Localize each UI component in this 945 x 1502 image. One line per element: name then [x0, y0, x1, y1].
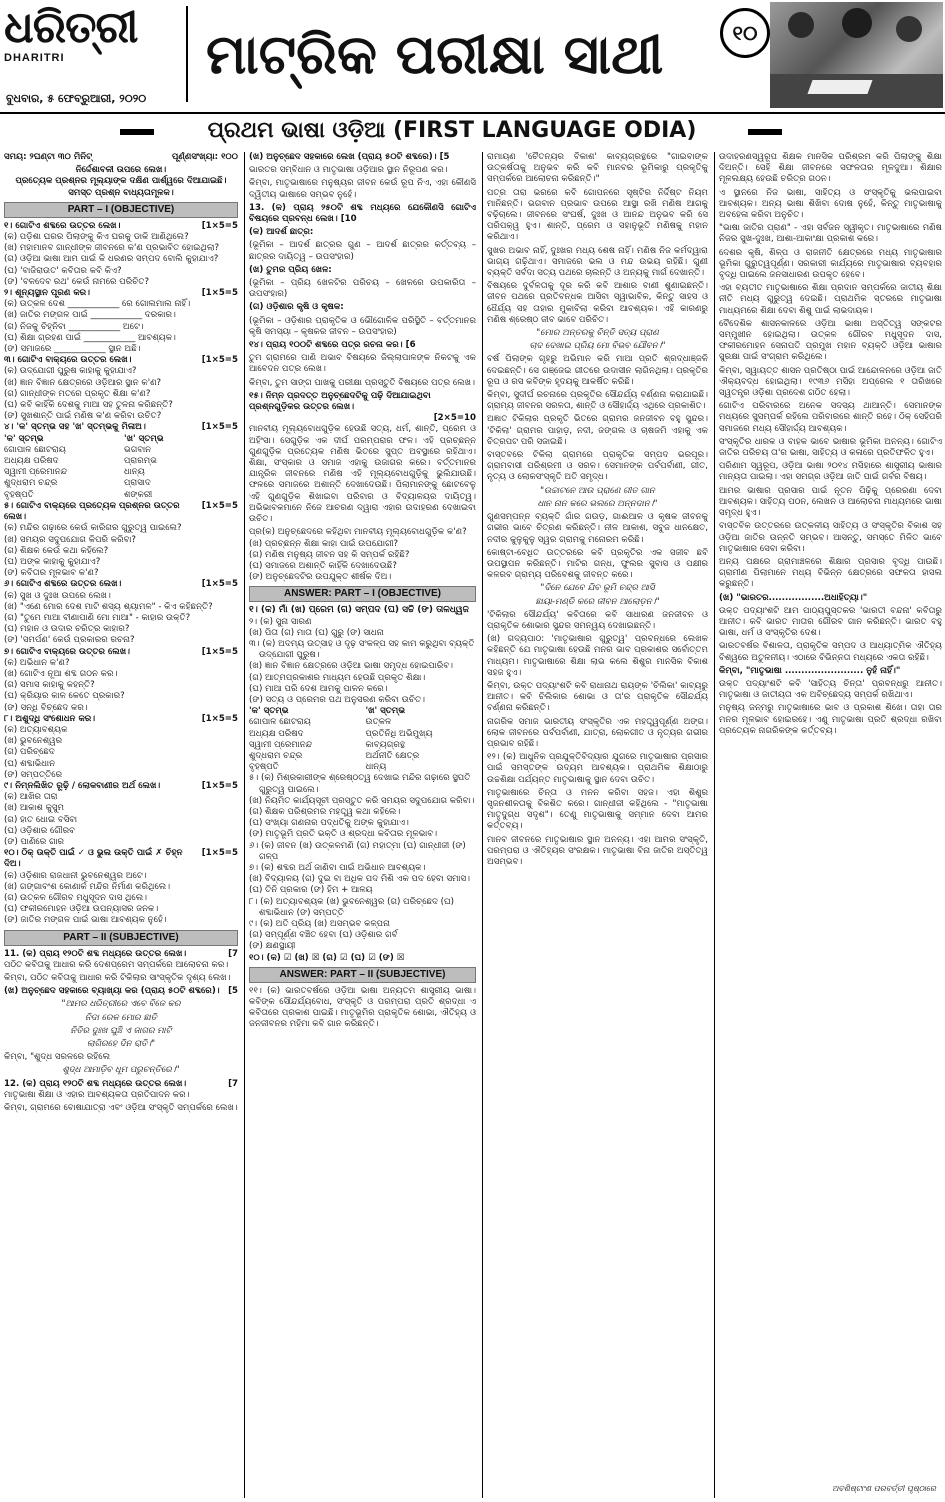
- question-text: ୪। 'କ' ସ୍ତମ୍ଭ ସହ 'ଖ' ସ୍ତମ୍ଭକୁ ମିଳାଅ।: [4, 422, 146, 433]
- question-item: (ଘ) ଶବ୍ଦାଭିଧାନ: [4, 758, 55, 769]
- answer-paragraph: ସୁଖର ଅଭାବ ନାହିଁ, ଦୁଃଖର ମଧ୍ୟ ଶେଷ ନାହିଁ। ମଣିଷ ନିଜ କର୍ମଦ୍ୱାରା ଭାଗ୍ୟ ଗଢ଼ିଥାଏ। ସମାଜରେ ଭଲ ଓ ମନ୍ଦ ଉଭୟ ରହିଛି। ଗୁଣୀ ବ୍ୟକ୍ତି ସର୍ବଦା ସତ୍ୟ ପଥରେ ଚାଲନ୍ତି ଓ ଅନ୍ୟକୁ ମାର୍ଗ ଦେଖାନ୍ତି।: [487, 245, 708, 279]
- answer-row: ୨। (କ) ସୁନା ସାରଣ: [249, 616, 312, 627]
- instruction: ସମସ୍ତ ପ୍ରଶ୍ନ ବାଧ୍ୟତାମୂଳକ।: [68, 187, 174, 198]
- question-text: ୭। ଗୋଟିଏ ବାକ୍ୟରେ ଉତ୍ତର ଲେଖ।: [4, 646, 131, 657]
- answer-paragraph: ୧୨। (କ) ଆଧୁନିକ ପ୍ରଯୁକ୍ତିବିଦ୍ୟାର ଯୁଗରେ ମାତୃଭାଷାର ପ୍ରସାର ପାଇଁ ସମସ୍ତଙ୍କ ଉଦ୍ୟମ ଆବଶ୍ୟକ। ପ୍ରାଥମିକ ଶିକ୍ଷାଠାରୁ ଉଚ୍ଚଶିକ୍ଷା ପର୍ଯ୍ୟନ୍ତ ମାତୃଭାଷାକୁ ସ୍ଥାନ ଦେବା ଉଚିତ।: [487, 752, 708, 785]
- answer-paragraph: "ଭାଷା ଜାତିର ପ୍ରାଣ" - ଏହା ସର୍ବଜନ ସ୍ୱୀକୃତ। ମାତୃଭାଷାରେ ମଣିଷ ନିଜର ସୁଖ-ଦୁଃଖ, ଆଶା-ଆକାଂକ୍ଷା ପ୍ରକାଶ କରେ।: [719, 223, 942, 245]
- question-item: (ଙ) 'ସମର୍ପଣ' କେଉଁ ପ୍ରକାରର ରଚନା?: [4, 635, 135, 646]
- question-item: (ଖ) ମହାମାନବ ଗାନ୍ଧୀଙ୍କ ଜୀବନରେ କ'ଣ ପ୍ରଭାବିତ ହୋଇଥିଲା?: [4, 243, 220, 254]
- column-b-head: 'ଖ' ସ୍ତମ୍ଭ: [365, 706, 406, 717]
- question-item: (ଘ) କବି କାହିଁକି ଦେଶକୁ ମାଆ ସହ ତୁଳନା କରିଛନ୍ତି?: [4, 400, 173, 411]
- answer-paragraph: ୧୧। (କ) ଭାରତବର୍ଷରେ ଓଡ଼ିଆ ଭାଷା ଅନ୍ୟତମ ଶାସ୍ତ୍ରୀୟ ଭାଷା। କବିଙ୍କ ସୌନ୍ଦର୍ଯ୍ୟବୋଧ, ସଂସ୍କୃତି ଓ ପରମ୍ପରା ପ୍ରତି ଶ୍ରଦ୍ଧା ଏ କବିତାରେ ପ୍ରକାଶ ପାଇଛି। ମାତୃଭୂମିର ପ୍ରାକୃତିକ ଶୋଭା, ଐତିହ୍ୟ ଓ ଜନଜୀବନର ମହିମା କବି ଗାନ କରିଛନ୍ତି।: [249, 985, 476, 1030]
- answer-paragraph: କିମ୍ବା, ଉକ୍ତ ପଦ୍ୟାଂଶଟି କବି ରାଧାନାଥ ରାୟଙ୍କ 'ଚିଲିକା' କାବ୍ୟରୁ ଆନୀତ। କବି ଚିଲିକାର ଶୋଭା ଓ ତା'ର ପ୍ରାକୃତିକ ସୌନ୍ଦର୍ଯ୍ୟ ବର୍ଣ୍ଣନା କରିଛନ୍ତି।: [487, 680, 708, 714]
- match-a: ଶୁଦ୍ଧରାମ ଚନ୍ଦ୍ର: [249, 750, 303, 761]
- answer-paragraph: ଆମର ଭାଷାର ପ୍ରସାର ପାଇଁ ନୂତନ ପିଢ଼ିକୁ ପ୍ରେରଣା ଦେବା ଆବଶ୍ୟକ। ସାହିତ୍ୟ ପଠନ, ଲେଖନ ଓ ଆଲୋଚନା ମାଧ୍ୟମରେ ଭାଷା ସମୃଦ୍ଧ ହୁଏ।: [719, 485, 942, 519]
- question-item: (ଙ) ସମ୍ପତ୍ତିରେ: [4, 769, 63, 780]
- question-marks: [1×5=5: [201, 500, 238, 511]
- match-a: ବୃହଷ୍ପତି: [4, 489, 34, 500]
- question-marks: [1×5=5: [201, 220, 238, 231]
- question-item: (ଗ) "ତୁମେ ମାଆ ବୀଣାପାଣି ମୋ ମାଆ" - କାହାର ଉକ୍ତି?: [4, 612, 191, 623]
- essay-outline: (ଭୂମିକା – ଆଦର୍ଶ ଛାତ୍ରର ଗୁଣ – ଆଦର୍ଶ ଛାତ୍ରର କର୍ତ୍ତବ୍ୟ – ଛାତ୍ରର ଦାୟିତ୍ୱ – ଉପସଂହାର): [249, 240, 476, 262]
- answer-row: (ଘ) ମାଆ ପରି ଦେଶ ଆମକୁ ପାଳନ କରେ।: [249, 683, 388, 694]
- column-1: [4, 152, 238, 1498]
- question-text: ୨। ଶୂନ୍ୟସ୍ଥାନ ପୂରଣ କର।: [4, 288, 91, 299]
- question-item: (ଗ) ପରିଚ୍ଛେଦ: [4, 747, 55, 758]
- question-item: (ଖ) "ଏଣେ ମୋର ଦେଶ ମାଟି ଶସ୍ୟ ଶ୍ୟାମଳ" - କିଏ କହିଛନ୍ତି?: [4, 601, 213, 612]
- question-item: ପ୍ର(କ) ଅନୁଚ୍ଛେଦରେ କହିଥିବା ମାନବୀୟ ମୂଲ୍ୟବୋଧଗୁଡ଼ିକ କ'ଣ?: [249, 527, 467, 538]
- answer-paragraph: ଅନ୍ୟ ପକ୍ଷରେ ଗ୍ରାମାଞ୍ଚଳରେ ଶିକ୍ଷାର ପ୍ରସାର ବୃଦ୍ଧି ପାଉଛି। ଗ୍ରାମୀଣ ପିଲାମାନେ ମଧ୍ୟ ବିଭିନ୍ନ କ୍ଷେତ୍ରରେ ସଫଳତା ହାସଲ କରୁଛନ୍ତି।: [719, 556, 942, 590]
- logo-text: ଧରିତ୍ରୀ: [4, 2, 138, 53]
- match-a: ଅଧ୍ୟକ୍ଷ ପରିଷଦ: [249, 728, 304, 739]
- question-text: ୩। ଗୋଟିଏ ବାକ୍ୟରେ ଉତ୍ତର ଲେଖ।: [4, 355, 132, 366]
- answer-paragraph: ଉଦାହରଣସ୍ୱରୂପ ଶିକ୍ଷକ ମାନସିକ ପରିଶ୍ରମ କରି ପିଲାଙ୍କୁ ଶିକ୍ଷା ଦିଅନ୍ତି। ସେହି ଶିକ୍ଷା ଜୀବନରେ ସଫଳତାର ମୂଳଦୁଆ। ଶିକ୍ଷାର ମୂଳଲକ୍ଷ୍ୟ ହେଉଛି ଚରିତ୍ର ଗଠନ।: [719, 152, 942, 185]
- question-marks: [1×5=5: [201, 422, 238, 433]
- question-item: (ଘ) 'ବାଜିରାଉତ' କବିତାର କବି କିଏ?: [4, 265, 122, 276]
- poem-line: "ଦିନେ ଯେବେ ଯିବ ଭୂମି ଚନ୍ଦ୍ର ଆସି: [540, 583, 655, 594]
- answer-paragraph: ବାସ୍ତବରେ ଟିକିଲା ଗ୍ରାମରେ ପ୍ରାକୃତିକ ସମ୍ପଦ ଭରପୂର। ଗ୍ରାମବାସୀ ପରିଶ୍ରମୀ ଓ ସରଳ। ସେମାନଙ୍କ ପର୍ବପର୍ବାଣୀ, ଗୀତ, ନୃତ୍ୟ ଓ ଲୋକସଂସ୍କୃତି ଅତି ସମୃଦ୍ଧ।: [487, 450, 708, 483]
- answer-row: ୮। (କ) ଅତ୍ୟାବଶ୍ୟକ (ଖ) ଭୁବନେଶ୍ୱର (ଗ) ପରିଚ୍ଛେଦ (ଘ) ଶବ୍ଦାଭିଧାନ (ଙ) ସମ୍ପତ୍ତି: [249, 896, 454, 918]
- question-header: [4, 848, 238, 870]
- question-alternative: କିମ୍ବା, ଗ୍ରାମରେ ବୋଷାଯାତ୍ରା ଏବଂ ଓଡ଼ିଆ ସଂସ୍କୃତି ସମ୍ପର୍କରେ ଲେଖ।: [4, 1103, 238, 1114]
- question-item: (ଘ) ଓଡ଼ିଶାର ଗୌରବ: [4, 825, 75, 836]
- question-item: (ଖ) ଜାତିର ମଙ୍ଗଳ ପାଇଁ ____________ ଦରକାର।: [4, 310, 176, 321]
- match-b: ଧାନ୍ୟ: [365, 762, 387, 773]
- answer-row: ୧। (କ) ମାଁ (ଖ) ପ୍ରେମ (ଗ) ସମ୍ପଦ (ଘ) ସଚ୍ଚି (ଙ) ତାଳଧ୍ୱଜ: [249, 605, 469, 616]
- column-b-head: 'ଖ' ସ୍ତମ୍ଭ: [124, 433, 164, 444]
- question-text: ୮। ଅଶୁଦ୍ଧି ସଂଶୋଧନ କର।: [4, 713, 96, 724]
- question-header: [4, 221, 238, 232]
- match-row: [4, 467, 238, 478]
- answer-row: ୭। (କ) ଶବ୍ଦର ଅର୍ଥ ଜାଣିବା ପାଇଁ ଅଭିଧାନ ଆବଶ୍ୟକ।: [249, 862, 426, 873]
- poem-line: ନିତିର ଦୁଃଖ ଘୁଞ୍ଚି ଏ ଜାଗର ମାଟି: [70, 1025, 172, 1036]
- question-item: (ଗ) ଓଡ଼ିଆ ଭାଷା ଆମ ପାଇଁ କି ଧରଣର ସମ୍ପଦ ବୋଲି କୁହାଯାଏ?: [4, 254, 219, 265]
- question-text: (ଖ) ଅନୁଚ୍ଛେଦ ସହକାରେ ଲେଖ (ପ୍ରାୟ ୫୦ଟି ଶବ୍ଦରେ)। [5: [249, 152, 450, 162]
- answer-paragraph: ପରିଣାମ ସ୍ୱରୂପ, ଓଡ଼ିଆ ଭାଷା ୨୦୧୪ ମସିହାରେ ଶାସ୍ତ୍ରୀୟ ଭାଷାର ମାନ୍ୟତା ପାଇଲା। ଏହା ସମଗ୍ର ଓଡ଼ିଆ ଜାତି ପାଇଁ ଗର୍ବର ବିଷୟ।: [719, 461, 942, 483]
- answer-row: (ଖ) ନିୟମିତ କାର୍ଯ୍ୟସୂଚୀ ପ୍ରସ୍ତୁତ କରି ସମୟର ସଦୁପଯୋଗ କରିବା।: [249, 795, 475, 806]
- question-text: ଭାରତର ସମ୍ବିଧାନ ଓ ମାତୃଭାଷା ଓଡ଼ିଆର ସ୍ଥାନ ନିରୂପଣ କର।: [249, 165, 448, 176]
- question-marks: [1×5=5: [201, 288, 238, 299]
- match-a: ସ୍ୱାମୀ ପ୍ରେମାନନ୍ଦ: [249, 739, 313, 750]
- answer-row: (ଘ) ସଂଖ୍ୟା ଗଣନାର ପଦ୍ଧତିକୁ ଅଙ୍କ କୁହାଯାଏ।: [249, 818, 409, 829]
- column-4: [714, 152, 942, 1498]
- question-text: 11. (କ) ପ୍ରାୟ ୧୨୦ଟି ଶବ୍ଦ ମଧ୍ୟରେ ଉତ୍ତର ଲେଖ।: [4, 948, 187, 959]
- answer-paragraph: ଏ ସ୍ଥାନରେ ନିଜ ଭାଷା, ସାହିତ୍ୟ ଓ ସଂସ୍କୃତିକୁ ଭଲପାଇବା ଆବଶ୍ୟକ। ଅନ୍ୟ ଭାଷା ଶିଖିବା ଦୋଷ ନୁହେଁ, କିନ୍ତୁ ମାତୃଭାଷାକୁ ଅବହେଳା କରିବା ଅନୁଚିତ।: [719, 187, 942, 221]
- answer-paragraph: ଗୁଣସମ୍ପନ୍ନ ବ୍ୟକ୍ତି ଗାଁର ଗଉଡ଼, ଗାଈଆଳ ଓ କୃଷକ ଜୀବନକୁ ଗଭୀର ଭାବେ ଚିତ୍ରଣ କରିଛନ୍ତି। ନୀଳ ଆକାଶ, ସବୁଜ ଧାନକ୍ଷେତ, ନଦୀର କୁଳୁକୁଳୁ ସ୍ୱର ଗ୍ରାମକୁ ମନୋରମ କରିଛି।: [487, 512, 708, 545]
- answer-row: (ଙ) ସତ୍ୟ ଓ ପ୍ରେମର ପଥ ଅନୁସରଣ କରିବା ଉଚିତ।: [249, 694, 425, 705]
- match-b: ଭଗବାନ: [124, 444, 152, 455]
- question-header: [4, 647, 238, 658]
- answer-row: ୩। (କ) ଅଦମ୍ୟ ଉତ୍ସାହ ଓ ଦୃଢ଼ ସଂକଳ୍ପ ସହ କାମ କରୁଥିବା ବ୍ୟକ୍ତି ଉଦ୍‌ଯୋଗୀ ପୁରୁଷ।: [249, 638, 475, 661]
- logo-subtitle: DHARITRI: [4, 52, 65, 64]
- reading-passage: ମାନବୀୟ ମୂଲ୍ୟବୋଧଗୁଡ଼ିକ ହେଉଛି ସତ୍ୟ, ଧର୍ମ, ଶାନ୍ତି, ପ୍ରେମ ଓ ଅହିଂସା। ସେଗୁଡ଼ିକ ଏକ ଦୀର୍ଘ ପରମ୍ପରାର ଫଳ। ଏହି ପ୍ରଚ୍ଛନ୍ନ ଗୁଣଗୁଡ଼ିକ ପ୍ରତ୍ୟେକ ମଣିଷ ଭିତରେ ସୁପ୍ତ ଅବସ୍ଥାରେ ରହିଥାଏ। ଶିକ୍ଷା, ସଂସ୍କାର ଓ ସମାଜ ଏହାକୁ ଉଜାଗର କରେ। ବର୍ତ୍ତମାନର ଯାନ୍ତ୍ରିକ ଜୀବନରେ ମଣିଷ ଏହି ମୂଲ୍ୟବୋଧଗୁଡ଼ିକୁ ଭୁଲିଯାଉଛି। ଫଳରେ ସମାଜରେ ଅଶାନ୍ତି ଦେଖାଦେଉଛି। ପିଲାମାନଙ୍କୁ ଛୋଟବେଳୁ ଏହି ଗୁଣଗୁଡ଼ିକ ଶିଖାଇବା ପରିବାର ଓ ବିଦ୍ୟାଳୟର ଦାୟିତ୍ୱ। ଅଭିଭାବକମାନେ ନିଜେ ଆଚରଣ ଦ୍ୱାରା ଏହାର ଉଦାହରଣ ଦେଖାଇବା ଉଚିତ।: [249, 424, 476, 525]
- question-text: ୧। ଗୋଟିଏ ଶବ୍ଦରେ ଉତ୍ତର ଲେଖ।: [4, 220, 121, 231]
- exam-time: ସମୟ: ୨ଘଣ୍ଟା ୩୦ ମିନିଟ୍: [4, 152, 93, 162]
- question-header: [249, 413, 476, 424]
- question-text: ପଠିତ କବିତାକୁ ଆଧାର କରି ଦେଶପ୍ରେମ ସମ୍ପର୍କରେ ଆଲୋଚନା କର।: [4, 959, 229, 970]
- student-head-shape: [842, 8, 872, 38]
- question-item: (ଖ) ଭୁବନେଶ୍ୱର: [4, 736, 63, 747]
- question-item: (ଘ) ମହାନ ଓ ଉଦାର ଚରିତ୍ର କାହାର?: [4, 624, 130, 635]
- answer-row: ୫। (କ) ମିଶ୍ରକାରୀଙ୍କ ଶ୍ରେଷ୍ଠତ୍ୱ ଦେଖାଇ ମନ୍ଦିର ଗଢ଼ାରେ ସ୍ଥପତି ଗୁରୁତ୍ୱ ପାଇଲେ।: [249, 773, 471, 795]
- question-alternative: କିମ୍ବା, "ଶୁଦ୍ଧ ସରଳରେ ରହିଲେ: [4, 1052, 111, 1063]
- answer-row: (ଘ) ତିନି ପ୍ରକାର (ଙ) ହିମ + ଆଳୟ: [249, 885, 373, 896]
- question-item: (ଖ) ଗଙ୍ଗାବଂଶ କୋଣାର୍କ ମନ୍ଦିର ନିର୍ମାଣ କରିଥିଲେ।: [4, 881, 171, 892]
- question-marks: [2×5=10: [433, 413, 476, 424]
- question-item: (ଗ) ମଣିଷ ମନୁଷ୍ୟ ଜୀବନ ସହ କି ସମ୍ପର୍କ ରହିଛି?: [249, 549, 410, 560]
- question-text: 12. (କ) ପ୍ରାୟ ୧୨୦ଟି ଶବ୍ଦ ମଧ୍ୟରେ ଉତ୍ତର ଲେଖ।: [4, 1078, 187, 1089]
- page-title: ମାଟ୍ରିକ ପରୀକ୍ଷା ସାଥୀ: [186, 6, 746, 102]
- question-item: (ଖ) ଜ୍ଞାନ ବିଜ୍ଞାନ କ୍ଷେତ୍ରରେ ଓଡ଼ିଆର ସ୍ଥାନ କ'ଣ?: [4, 377, 162, 388]
- question-text: (ଖ) ଅନୁଚ୍ଛେଦ ସହକାରେ ବ୍ୟାଖ୍ୟା କର (ପ୍ରାୟ ୫୦ଟି ଶବ୍ଦରେ)।: [4, 986, 220, 997]
- answer-paragraph: ଉକ୍ତ ପଦ୍ୟାଂଶଟି ଆମ ପାଠ୍ୟପୁସ୍ତକର 'ଭାରତୀ ବନ୍ଦନା' କବିତାରୁ ଆନୀତ। କବି ଭାରତ ମାତାର ଗୌରବ ଗାନ କରିଛନ୍ତି। ଭାରତ ବହୁ ଭାଷା, ଧର୍ମ ଓ ସଂସ୍କୃତିର ଦେଶ।: [719, 605, 942, 639]
- issue-number-badge: ୧୦: [720, 8, 770, 58]
- question-text: ୧୦। ଠିକ୍ ଉକ୍ତି ପାଇଁ ✓ ଓ ଭୁଲ ଉକ୍ତି ପାଇଁ ✗ ଚିହ୍ନ ଦିଅ।: [4, 848, 183, 870]
- answer-row: (ଖ) ବିଦ୍ୟାଳୟ (ଗ) ଦୁଇ ବା ଅଧିକ ପଦ ମିଶି ଏକ ପଦ ହେବା ସମାସ।: [249, 874, 470, 885]
- poem-line: "ଆମର ଧରିତ୍ରୀରେ ଏବେ ବିଜେ କର: [61, 999, 181, 1010]
- question-item: (ଙ) ସମାଜରେ ____________ ସ୍ଥାନ ଅଛି।: [4, 344, 141, 355]
- question-item: (କ) ଅଭିଧାନ କ'ଣ?: [4, 657, 70, 668]
- exam-full-marks: ପୂର୍ଣ୍ଣସଂଖ୍ୟା: ୧୦୦: [171, 152, 238, 162]
- answer-part-2-heading: ANSWER: PART – II (SUBJECTIVE): [249, 967, 476, 983]
- answer-row: ୯। (କ) ଅତି ପ୍ରିୟ (ଖ) ଅସମ୍ଭବ କଳ୍ପନା: [249, 919, 390, 929]
- answer-paragraph: ମାତୃଭାଷାରେ ଚିନ୍ତା ଓ ମନନ କରିବା ସହଜ। ଏହା ଶିଶୁର ସୃଜନଶୀଳତାକୁ ବିକଶିତ କରେ। ଗାନ୍ଧୀଜୀ କହିଥିଲେ - "ମାତୃଭାଷା ମାତୃଦୁଗ୍ଧ ସଦୃଶ"। ତେଣୁ ମାତୃଭାଷାକୁ ସମ୍ମାନ ଦେବା ଆମର କର୍ତ୍ତବ୍ୟ।: [487, 787, 708, 832]
- answer-match-row: [249, 762, 476, 773]
- question-item: (ଖ) ଆକାଶ କୁସୁମ: [4, 803, 65, 814]
- question-alternative: କିମ୍ବା, ପଠିତ କବିତାକୁ ଆଧାର କରି ଟିକିଲାର ସାଂସ୍କୃତିକ ଦୃଶ୍ୟ ଲେଖ।: [4, 973, 231, 984]
- match-a: ଗୋପାଳ ଛୋଟରାୟ: [249, 717, 311, 728]
- column-3: [482, 152, 708, 1498]
- answer-paragraph: ଗୋଟିଏ ପରିବାରରେ ଅନେକ ସଦସ୍ୟ ଥାଆନ୍ତି। ସେମାନଙ୍କ ମଧ୍ୟରେ ସୁସମ୍ପର୍କ ରହିଲେ ପରିବାରରେ ଶାନ୍ତି ରହେ। ଠିକ୍ ସେହିପରି ସମାଜରେ ମଧ୍ୟ ସୌହାର୍ଦ୍ଦ୍ୟ ଆବଶ୍ୟକ।: [719, 401, 942, 434]
- answer-row: (ଗ) ସମ୍ପୂର୍ଣ୍ଣ ବଞ୍ଚିତ ହେବା (ଘ) ଓଡ଼ିଶାର ଗର୍ବ: [249, 930, 398, 941]
- answer-paragraph: ମନୁଷ୍ୟ ଜନ୍ମରୁ ମାତୃଭାଷାରେ ଭାବ ଓ ପ୍ରକାଶ ଶିଖେ। ତାହା ତାର ମନର ମୂଳଭାବ ହୋଇରହେ। ଏଣୁ ମାତୃଭାଷା ପ୍ରତି ଶ୍ରଦ୍ଧା ରଖିବା ପ୍ରତ୍ୟେକ ନାଗରିକଙ୍କ କର୍ତ୍ତବ୍ୟ।: [719, 703, 942, 736]
- question-item: (ଖ) ସମୟର ସଦୁପଯୋଗ କିପରି କରିବା?: [4, 534, 136, 545]
- question-header: [4, 501, 238, 523]
- question-header: [4, 355, 238, 366]
- question-marks: [7: [228, 948, 238, 959]
- question-marks: [5: [228, 986, 238, 997]
- question-item: (ଘ) ଫକୀରମୋହନ ଓଡ଼ିଆ ଉପନ୍ୟାସର ଜନକ।: [4, 904, 159, 915]
- column-a-head: 'କ' ସ୍ତମ୍ଭ: [249, 706, 289, 717]
- question-item: (କ) ଅତ୍ୟାବଶ୍ୟକ: [4, 724, 68, 735]
- subject-banner: [0, 112, 945, 150]
- poem-line: ଚାଦ ଦେଖାଇ ପ୍ରିୟ ମୋ ବିଭବ ଯୌବନ।": [529, 341, 666, 352]
- poem-line: ଛାୟା-ମଣ୍ଡି କରେ ଜୀବନ ଆଲୋଡ଼ନ।": [535, 596, 660, 607]
- question-item: (କ) ଓଡ଼ିଶାର ରାଜଧାନୀ ଭୁବନେଶ୍ୱର ଅଟେ।: [4, 870, 147, 881]
- question-marks: [1×5=5: [201, 780, 238, 791]
- question-item: (କ) ଉଦ୍‌ଯୋଗୀ ପୁରୁଷ କାହାକୁ କୁହାଯାଏ?: [4, 366, 137, 377]
- quoted-stanza: (ଖ) "ଭାରତର.................ଅଧାହିତ୍ୟା।": [719, 592, 868, 603]
- match-b: କାବ୍ୟଗ୍ରନ୍ଥ: [365, 739, 406, 750]
- question-marks: [7: [228, 1078, 238, 1089]
- question-item: (ଗ) ହାତ ଧୋଇ ବସିବା: [4, 814, 78, 825]
- student-head-shape: [896, 16, 922, 42]
- question-item: (କ) ଉତ୍କଳ ଦେଶ ____________ ରେ ଗୋଲମାଲ ନାହିଁ।: [4, 299, 191, 310]
- question-marks: [1×5=5: [201, 848, 238, 859]
- instruction: ପ୍ରତ୍ୟେକ ପ୍ରଶ୍ନର ମୂଲ୍ୟାଙ୍କ ଦକ୍ଷିଣ ପାର୍ଶ୍ୱରେ ଦିଆଯାଇଛି।: [15, 176, 227, 187]
- continued-note: ଅବଶିଷ୍ଟାଂଶ ପରବର୍ତ୍ତୀ ପୃଷ୍ଠାରେ: [832, 1483, 936, 1493]
- match-b: ଧାନ୍ୟ: [124, 467, 145, 478]
- question-item: (ଙ) ଜାତିର ମଙ୍ଗଳ ପାଇଁ ଭାଷା ଆବଶ୍ୟକ ନୁହେଁ।: [4, 915, 167, 926]
- column-2: [244, 152, 476, 1498]
- answer-paragraph: 'ଟିକିଲାର ସୌନ୍ଦର୍ଯ୍ୟ' କବିତାରେ କବି ସାଧାରଣ ଜନଜୀବନ ଓ ପ୍ରାକୃତିକ ଶୋଭାର ସୁନ୍ଦର ସମନ୍ୱୟ ଦେଖାଇଛନ୍ତି।: [487, 609, 708, 631]
- poem-line: "ମୋର ଅନ୍ତରକୁ ଚିନ୍ତି ସତ୍ୟ ପ୍ରାଣ: [536, 328, 659, 339]
- answer-paragraph: ଭାରତବର୍ଷର ବିଶାଳତା, ପ୍ରାକୃତିକ ସମ୍ପଦ ଓ ଆଧ୍ୟାତ୍ମିକ ଐତିହ୍ୟ ବିଶ୍ୱରେ ଅତୁଳନୀୟ। ଏଠାରେ ବିଭିନ୍ନତା ମଧ୍ୟରେ ଏକତା ରହିଛି।: [719, 641, 942, 663]
- question-item: (ଘ) କ୍ରିୟାର କାଳ କେତେ ପ୍ରକାର?: [4, 691, 125, 702]
- question-item: (କ) ଆଖିର ତାରା: [4, 792, 58, 803]
- question-item: (ଘ) ଶିକ୍ଷା ଗ୍ରହଣ ପାଇଁ ____________ ଆବଶ୍ୟକ।: [4, 332, 176, 343]
- essay-topic: (କ) ଆଦର୍ଶ ଛାତ୍ର:: [249, 227, 314, 238]
- answer-paragraph: ଦେଶର କୃଷି, ଶିଳ୍ପ ଓ ରାଜନୀତି କ୍ଷେତ୍ରରେ ମଧ୍ୟ ମାତୃଭାଷାର ଭୂମିକା ଗୁରୁତ୍ୱପୂର୍ଣ୍ଣ। ସରକାରୀ କାର୍ଯ୍ୟରେ ମାତୃଭାଷାର ବ୍ୟବହାର ବୃଦ୍ଧି ପାଇଲେ ଜନସାଧାରଣ ଉପକୃତ ହେବେ।: [719, 247, 942, 281]
- question-text: ମାତୃଭାଷା ଶିକ୍ଷା ଓ ଏହାର ଆବଶ୍ୟକତା ପ୍ରତିପାଦନ କର।: [4, 1089, 190, 1100]
- answer-part-1-heading: ANSWER: PART – I (OBJECTIVE): [249, 586, 476, 602]
- poem-line: ନିଦା ରେଳ ମୋର ଛାତି: [85, 1012, 157, 1023]
- match-a: ସ୍ୱାମୀ ପ୍ରେମାନନ୍ଦ: [4, 467, 68, 478]
- question-item: (ଙ) ସନ୍ଧି ବିଚ୍ଛେଦ କର।: [4, 702, 88, 713]
- question-header: [4, 288, 238, 299]
- question-marks: [1×5=5: [201, 579, 238, 590]
- match-row: [4, 445, 238, 456]
- answer-paragraph: ଏହା ବ୍ୟତୀତ ମାତୃଭାଷାରେ ଶିକ୍ଷା ପ୍ରଦାନ ସମ୍ପର୍କରେ ଜାତୀୟ ଶିକ୍ଷା ନୀତି ମଧ୍ୟ ଗୁରୁତ୍ୱ ଦେଇଛି। ପ୍ରାଥମିକ ସ୍ତରରେ ମାତୃଭାଷା ମାଧ୍ୟମରେ ଶିକ୍ଷା ଦେବା ଶିଶୁ ପାଇଁ ଲାଭଦାୟକ।: [719, 283, 942, 316]
- answer-paragraph: (ଖ) ଗଦ୍ୟପାଠ: 'ମାତୃଭାଷାର ଗୁରୁତ୍ୱ' ପ୍ରବନ୍ଧରେ ଲେଖକ କହିଛନ୍ତି ଯେ ମାତୃଭାଷା ହେଉଛି ମନର ଭାବ ପ୍ରକାଶର ସର୍ବୋତ୍ତମ ମାଧ୍ୟମ। ମାତୃଭାଷାରେ ଶିକ୍ଷା ଲାଭ କଲେ ଶିଶୁର ମାନସିକ ବିକାଶ ସହଜ ହୁଏ।: [487, 634, 708, 678]
- question-text: ତୁମ ଗ୍ରାମରେ ପାଣି ଅଭାବ ବିଷୟରେ ଜିଲ୍ଲାପାଳଙ୍କ ନିକଟକୁ ଏକ ଆବେଦନ ପତ୍ର ଲେଖ।: [249, 353, 476, 375]
- question-text: ୯। ନିମ୍ନଲିଖିତ ରୂଢ଼ି / ଲୋକବାଣୀର ଅର୍ଥ ଲେଖ।: [4, 780, 161, 791]
- match-b: ଶଙ୍କରୀ: [124, 489, 153, 500]
- match-b: ପ୍ରାସାଦ: [124, 478, 151, 489]
- student-head-shape: [788, 12, 814, 38]
- question-header: [4, 949, 238, 960]
- question-header: [4, 781, 238, 792]
- question-item: (ଗ) ଗାନ୍ଧୀଙ୍କ ମତରେ ପ୍ରକୃତ ଶିକ୍ଷା କ'ଣ?: [4, 388, 151, 399]
- answer-row: (ଗ) ଆତ୍ମପ୍ରକାଶର ମାଧ୍ୟମ ହେଉଛି ପ୍ରକୃତ ଶିକ୍ଷା।: [249, 672, 426, 683]
- question-text: ୬। ଗୋଟିଏ ଶବ୍ଦରେ ଉତ୍ତର ଲେଖ।: [4, 579, 122, 590]
- question-item: (ଗ) ନିଜକୁ ଚିହ୍ନିବା ____________ ଅଟେ।: [4, 321, 144, 332]
- question-text: 13. (କ) ପ୍ରାୟ ୨୫୦ଟି ଶବ୍ଦ ମଧ୍ୟରେ ଯେକୌଣସି ଗୋଟିଏ ବିଷୟରେ ପ୍ରବନ୍ଧ ଲେଖ। [10: [249, 202, 476, 225]
- essay-outline: (ଭୂମିକା – ପ୍ରିୟ ଖେଳଟିର ପରିଚୟ – ଖେଳରେ ଉପକାରିତା – ଉପସଂହାର): [249, 278, 476, 300]
- question-item: (ଙ) ସୁଖଶାନ୍ତି ପାଇଁ ମଣିଷ କ'ଣ କରିବା ଉଚିତ?: [4, 411, 162, 422]
- question-header: [4, 986, 238, 997]
- question-text: ୧୪। ପ୍ରାୟ ୧୦୦ଟି ଶବ୍ଦରେ ପତ୍ର ରଚନା କର। [6: [249, 340, 416, 351]
- match-row: [4, 456, 238, 467]
- essay-topic: (ଖ) ତୁମର ପ୍ରିୟ ଖେଳ:: [249, 264, 332, 275]
- question-item: (ଖ) ଗୋଟିଏ ନୂଆ ଶବ୍ଦ ଗଠନ କର।: [4, 668, 118, 679]
- newspaper-logo[interactable]: [4, 4, 174, 86]
- answer-row: (ଙ) ମାତୃଭୂମି ପ୍ରତି ଭକ୍ତି ଓ ଶ୍ରଦ୍ଧା କବିତାର ମୂଳଭାବ।: [249, 829, 438, 840]
- question-header: [4, 714, 238, 725]
- match-a: ବୃହଷ୍ପତି: [249, 762, 279, 773]
- answer-row: ୬। (କ) ଜୀବନ (ଖ) ଉତ୍କଳମଣି (ଗ) ମହାତ୍ମା (ଘ) ଗାନ୍ଧୀଜୀ (ଙ) ଗଳ୍ପ: [249, 840, 466, 862]
- masthead: [0, 0, 945, 114]
- poem-line: ଶୁଦ୍ଧ ଆମାଡ଼ିବ ଧୂମ ପରୁଚନ୍ତିରେ।": [62, 1065, 180, 1076]
- match-a: ଶୁଦ୍ଧରାମ ଚନ୍ଦ୍ର: [4, 478, 58, 489]
- question-alternative: କିମ୍ବା, ମାତୃଭାଷାରେ ମନୁଷ୍ୟର ଜୀବନ କେଉଁ ରୂପ ନିଏ, ଏହା କୌଣସି ଦ୍ୱିତୀୟ ଭାଷାରେ ସମ୍ଭବ ନୁହେଁ।: [249, 178, 476, 200]
- answer-row: ୧୦। (କ) ☑ (ଖ) ☒ (ଗ) ☑ (ଘ) ☑ (ଙ) ☒: [249, 952, 405, 963]
- answer-paragraph: ଅଜ୍ଞାତ ଟିକିଲାର ପ୍ରକୃତି ଭିତରେ ଗ୍ରାମର ଜନଜୀବନ ବହୁ ସୁନ୍ଦର। 'ଟିକିଲା' ଗ୍ରାମର ପାହାଡ଼, ନଦୀ, ଜଙ୍ଗଲ ଓ ଚାଷଜମି ଏହାକୁ ଏକ ଚିତ୍ରପଟ ପରି ସଜାଇଛି।: [487, 414, 708, 447]
- question-alternative: କିମ୍ବା, ତୁମ ସାଙ୍ଗ ପାଖକୁ ପରୀକ୍ଷା ପ୍ରସ୍ତୁତି ବିଷୟରେ ପତ୍ର ଲେଖ।: [249, 377, 475, 388]
- answer-row: (ଖ) ପିତା (ଗ) ମାତା (ଘ) ଗୁରୁ (ଙ) ସାଧନା: [249, 627, 384, 638]
- match-a: ଗୋପାଳ ଛୋଟରାୟ: [4, 444, 66, 455]
- match-table-head: [4, 434, 238, 445]
- question-item: (କ) ପଡ଼ିଶା ଘରର ପିଲାଙ୍କୁ କିଏ ଘରକୁ ଡାକି ଆଣିଥିଲେ?: [4, 232, 189, 243]
- banner-rule-right: [748, 129, 782, 135]
- answer-match-head: [249, 706, 476, 717]
- answer-paragraph: କିମ୍ବା, "ମାତୃଭାଷା ........................ ନୁହଁ ନାହିଁ।": [719, 665, 901, 676]
- question-item: (ଙ) ଅନୁଚ୍ଛେଦଟିର ଉପଯୁକ୍ତ ଶୀର୍ଷକ ଦିଅ।: [249, 572, 392, 583]
- paper-shape: [807, 80, 872, 94]
- answer-paragraph: କିମ୍ବା, ସୁଦୀର୍ଘ ରଚନାରେ ପ୍ରକୃତିର ସୌନ୍ଦର୍ଯ୍ୟ ବର୍ଣ୍ଣନା କରାଯାଇଛି। ଗ୍ରାମ୍ୟ ଜୀବନର ସରଳତା, ଶାନ୍ତି ଓ ସୌହାର୍ଦ୍ଦ୍ୟ ଏଥିରେ ପ୍ରକାଶିତ।: [487, 390, 708, 412]
- question-item: (କ) ମନ୍ଦିର ଗଢ଼ାରେ କେଉଁ କାରିଗର ଗୁରୁତ୍ୱ ପାଇଲେ?: [4, 523, 182, 534]
- banner-rule-left: [120, 129, 154, 135]
- match-b: ପ୍ରାରମ୍ଭ: [124, 456, 157, 467]
- exam-meta: [4, 152, 238, 163]
- question-header: [249, 391, 476, 413]
- question-item: (ଖ) ପ୍ରଚ୍ଛନ୍ନ ଶିକ୍ଷା କାହା ପାଇଁ ଉପଯୋଗୀ?: [249, 538, 399, 549]
- answer-row: (ଗ) ଶିକ୍ଷକ ପରିଶ୍ରମର ମହତ୍ତ୍ୱ କଥା କହିଲେ।: [249, 806, 401, 817]
- answer-paragraph: ବାସ୍ତବିକ ଉତ୍ତରରେ ଉତ୍କଳୀୟ ସାହିତ୍ୟ ଓ ସଂସ୍କୃତିର ବିକାଶ ସହ ଓଡ଼ିଆ ଜାତିର ଉନ୍ନତି ସମ୍ଭବ। ଆସନ୍ତୁ, ସମସ୍ତେ ମିଳିତ ଭାବେ ମାତୃଭାଷାର ସେବା କରିବା।: [719, 521, 942, 554]
- column-a-head: 'କ' ସ୍ତମ୍ଭ: [4, 433, 44, 444]
- question-marks: [1×5=5: [201, 713, 238, 724]
- answer-match-row: [249, 751, 476, 762]
- question-item: (କ) ସୁଖ ଓ ଦୁଃଖ ଉପରେ ଲେଖ।: [4, 590, 111, 601]
- answer-paragraph: ବିଷୟରେ ଦୁର୍ବଳତାକୁ ଦୂର କରି କବି ଆଶାର ବାଣୀ ଶୁଣାଇଛନ୍ତି। ଜୀବନ ପଥରେ ପ୍ରତିବନ୍ଧକ ଆସିବା ସ୍ୱାଭାବିକ, କିନ୍ତୁ ସାହସ ଓ ଧୈର୍ଯ୍ୟ ସହ ତାହାର ମୁକାବିଲା କରିବା ଆବଶ୍ୟକ। ଏହି କାରଣରୁ ମଣିଷ ଶ୍ରେଷ୍ଠ ଜୀବ ଭାବେ ପରିଚିତ।: [487, 281, 708, 325]
- match-a: ଅଧ୍ୟକ୍ଷ ପରିଷଦ: [4, 456, 59, 467]
- answer-match-row: [249, 729, 476, 740]
- question-text: ୧୫। ନିମ୍ନ ପ୍ରଦତ୍ତ ଅନୁଚ୍ଛେଦଟିକୁ ପଢ଼ି ଦିଆଯାଇଥିବା ପ୍ରଶ୍ନଗୁଡ଼ିକର ଉତ୍ତର ଲେଖ।: [249, 390, 431, 413]
- issue-date: ବୁଧବାର, ୫ ଫେବ୍ରୁଆରୀ, ୨୦୨୦: [6, 92, 147, 105]
- essay-outline: (ଭୂମିକା – ଓଡ଼ିଶାର ପ୍ରାକୃତିକ ଓ ଭୌଗୋଳିକ ପରିସ୍ଥିତି – ବର୍ତ୍ତମାନର କୃଷି ସମସ୍ୟା – କୃଷକର ଜୀବନ – ଉପସଂହାର): [249, 315, 476, 337]
- question-item: (ଘ) ସମାଜରେ ଅଶାନ୍ତି କାହିଁକି ଦେଖାଦେଉଛି?: [249, 560, 397, 571]
- answer-paragraph: କୋଷ୍ଟା-ବେଧିତ ଉତ୍ତରରେ କବି ପ୍ରକୃତିର ଏକ ସଜୀବ ଛବି ଉପସ୍ଥାପନ କରିଛନ୍ତି। ମାଟିର ଗନ୍ଧ, ଫୁଲର ସୁବାସ ଓ ପକ୍ଷୀର କଳରବ ଗ୍ରାମ୍ୟ ପରିବେଶକୁ ଜୀବନ୍ତ କରେ।: [487, 547, 708, 581]
- answer-paragraph: ମାନବ ଜୀବନରେ ମାତୃଭାଷାର ସ୍ଥାନ ଅନନ୍ୟ। ଏହା ଆମର ସଂସ୍କୃତି, ପରମ୍ପରା ଓ ଐତିହ୍ୟର ସଂରକ୍ଷକ। ମାତୃଭାଷା ବିନା ଜାତିର ଅସ୍ତିତ୍ୱ ଅସମ୍ଭବ।: [487, 834, 708, 867]
- answer-match-row: [249, 740, 476, 751]
- answer-row: (ଙ) କ୍ଷଣସ୍ଥାୟୀ: [249, 941, 296, 952]
- instruction: ନିର୍ଦ୍ଦେଶାବଳୀ ଉପରେ ଲେଖ।: [75, 165, 167, 176]
- poem-line: ଲାଗିରହେ ଦିନ ରାତି।": [86, 1039, 156, 1050]
- answer-paragraph: ବର୍ଷ ପିଲାଙ୍କ ଗୃହରୁ ଅଭିମାନ କରି ମାଆ ପ୍ରତି ଶ୍ରଦ୍ଧାଞ୍ଜଳି ଦେଇଛନ୍ତି। ସେ ଗଞ୍ଜେଇ ଗୀତରେ ଉଦାସୀନ ଲାଗିନଥିଲା। ପ୍ରକୃତିର ରୂପ ଓ ରସ କବିଙ୍କ ହୃଦୟକୁ ଆକର୍ଷିତ କରିଛି।: [487, 354, 708, 387]
- match-row: [4, 478, 238, 489]
- question-item: (ଗ) ସମାସ କାହାକୁ କହନ୍ତି?: [4, 680, 95, 691]
- students-exam-photo: [770, 2, 943, 108]
- question-item: (ଙ) ପାଣିରେ ଗାର: [4, 836, 65, 847]
- answer-paragraph: ରାମାୟଣ 'ଚୈତନ୍ୟର ବିକାଶ' କାବ୍ୟଗ୍ରନ୍ଥରେ "ଗାଇବାଙ୍କ ଉତ୍କର୍ଷତାକୁ ଅନୁଭବ କରି କବି ମାନବର ଭୂମିକାରୁ ପ୍ରକୃତିକୁ ସମ୍ପର୍କରେ ଆଲୋଚନା କରିଛନ୍ତି।": [487, 152, 708, 185]
- question-item: (ଗ) ଉତ୍କଳ ଗୌରବ ମଧୁସୂଦନ ଦାସ ଥିଲେ।: [4, 893, 148, 903]
- question-header: [4, 1079, 238, 1090]
- poem-line: ଧାନ ନାନ କରେ ଭଲରେ ଅନ୍ନଦାନ।": [537, 498, 658, 509]
- question-marks: [1×5=5: [201, 355, 238, 366]
- essay-topic: (ଗ) ଓଡ଼ିଶାର କୃଷି ଓ କୃଷକ:: [249, 302, 344, 313]
- match-b: ଅର୍ଥନୀତି କ୍ଷେତ୍ର: [365, 750, 420, 761]
- match-b: ପ୍ରତିନିଧି ଅଭିମୁଖ୍ୟ: [365, 728, 433, 739]
- part-1-heading: PART – I (OBJECTIVE): [4, 202, 238, 218]
- question-marks: [1×5=5: [201, 646, 238, 657]
- question-header: [4, 422, 238, 433]
- answer-paragraph: କିମ୍ବା, ସ୍ୱାୟତ୍ତ ଶାସନ ପ୍ରତିଷ୍ଠା ପାଇଁ ଆନ୍ଦୋଳନରେ ଓଡ଼ିଆ ଜାତି ଐକ୍ୟବଦ୍ଧ ହୋଇଥିଲା। ୧୯୩୬ ମସିହା ଅପ୍ରେଲ ୧ ତାରିଖରେ ସ୍ୱତନ୍ତ୍ର ଓଡ଼ିଶା ପ୍ରଦେଶ ଗଠିତ ହେଲା।: [719, 365, 942, 399]
- answer-paragraph: ବୈଦେଶିକ ଶାସନକାଳରେ ଓଡ଼ିଆ ଭାଷା ଅସ୍ତିତ୍ୱ ସଙ୍କଟର ସମ୍ମୁଖୀନ ହୋଇଥିଲା। ଉତ୍କଳ ଗୌରବ ମଧୁସୂଦନ ଦାସ, ଫକୀରମୋହନ ସେନାପତି ପ୍ରମୁଖ ମହାନ ବ୍ୟକ୍ତି ଓଡ଼ିଆ ଭାଷାର ସୁରକ୍ଷା ପାଇଁ ସଂଗ୍ରାମ କରିଥିଲେ।: [719, 318, 942, 363]
- question-item: (ଙ) କବିତାର ମୂଳଭାବ କ'ଣ?: [4, 568, 99, 579]
- match-row: [4, 490, 238, 501]
- match-b: ଉତ୍କଳ: [365, 717, 392, 728]
- answer-paragraph: ଉକ୍ତ ପଦ୍ୟାଂଶଟି କବି 'ସାହିତ୍ୟ ଚିନ୍ତା' ପ୍ରବନ୍ଧରୁ ଆନୀତ। ମାତୃଭାଷା ଓ ଜାତୀୟତା ଏକ ଅବିଚ୍ଛେଦ୍ୟ ସମ୍ପର୍କ ରଖିଥାଏ।: [719, 678, 942, 701]
- answer-paragraph: ନାଗରିକ ସମାଜ ଭାରତୀୟ ସଂସ୍କୃତିର ଏକ ମହତ୍ତ୍ୱପୂର୍ଣ୍ଣ ଅଙ୍ଗ। ଲୋକ ଜୀବନରେ ପର୍ବପର୍ବାଣୀ, ଯାତ୍ରା, ଲୋକଗୀତ ଓ ନୃତ୍ୟର ଗଭୀର ପ୍ରଭାବ ରହିଛି।: [487, 716, 708, 749]
- answer-row: (ଖ) ଜ୍ଞାନ ବିଜ୍ଞାନ କ୍ଷେତ୍ରରେ ଓଡ଼ିଆ ଭାଷା ସମୃଦ୍ଧ ହୋଇପାରିବ।: [249, 661, 454, 672]
- answer-match-row: [249, 717, 476, 728]
- question-text: ୫। ଗୋଟିଏ ବାକ୍ୟରେ ପ୍ରତ୍ୟେକ ପ୍ରଶ୍ନର ଉତ୍ତର ଲେଖ।: [4, 500, 180, 523]
- question-item: (ଘ) ଅଙ୍କ କାହାକୁ କୁହାଯାଏ?: [4, 556, 101, 567]
- question-item: (ଗ) ଶିକ୍ଷକ କେଉଁ କଥା କହିଲେ?: [4, 545, 109, 556]
- subject-title: ପ୍ରଥମ ଭାଷା ଓଡ଼ିଆ (FIRST LANGUAGE ODIA): [207, 118, 697, 143]
- question-item: (ଙ) 'ବଳଦେବ ରଥ' କେଉଁ ନାମରେ ପରିଚିତ?: [4, 276, 150, 287]
- part-2-heading: PART – II (SUBJECTIVE): [4, 930, 238, 946]
- poem-line: "ଉଚ୍ଚାଟନେ ଆଉ ପ୍ରାଣେ ଗୀତ ଗାନ: [540, 485, 655, 496]
- answer-paragraph: ପତ୍ର ତାରା ଭରରେ କବି ଗୋପନରେ ସୃଷ୍ଟିର ନିର୍ଦ୍ଦିଷ୍ଟ ନିୟମ ମାନିଛନ୍ତି। ଭଗବାନ ପ୍ରଭାବ ଉପରେ ଆସ୍ଥା ରଖି ମଣିଷ ଆଗକୁ ବଢ଼ିଚାଲେ। ଜୀବନରେ ସଂଘର୍ଷ, ଦୁଃଖ ଓ ଆନନ୍ଦ ଅନୁଭବ କରି ସେ ପରିପକ୍ୱ ହୁଏ। ଶାନ୍ତି, ପ୍ରେମ ଓ ସହାନୁଭୂତି ମଣିଷକୁ ମହାନ କରିଥାଏ।: [487, 187, 708, 243]
- question-header: [4, 579, 238, 590]
- answer-paragraph: ସଂସ୍କୃତିର ଧାରକ ଓ ବାହକ ଭାବେ ଭାଷାର ଭୂମିକା ଅନନ୍ୟ। ଗୋଟିଏ ଜାତିର ପରିଚୟ ତା'ର ଭାଷା, ସାହିତ୍ୟ ଓ କଳାରେ ପ୍ରତିଫଳିତ ହୁଏ।: [719, 436, 942, 459]
